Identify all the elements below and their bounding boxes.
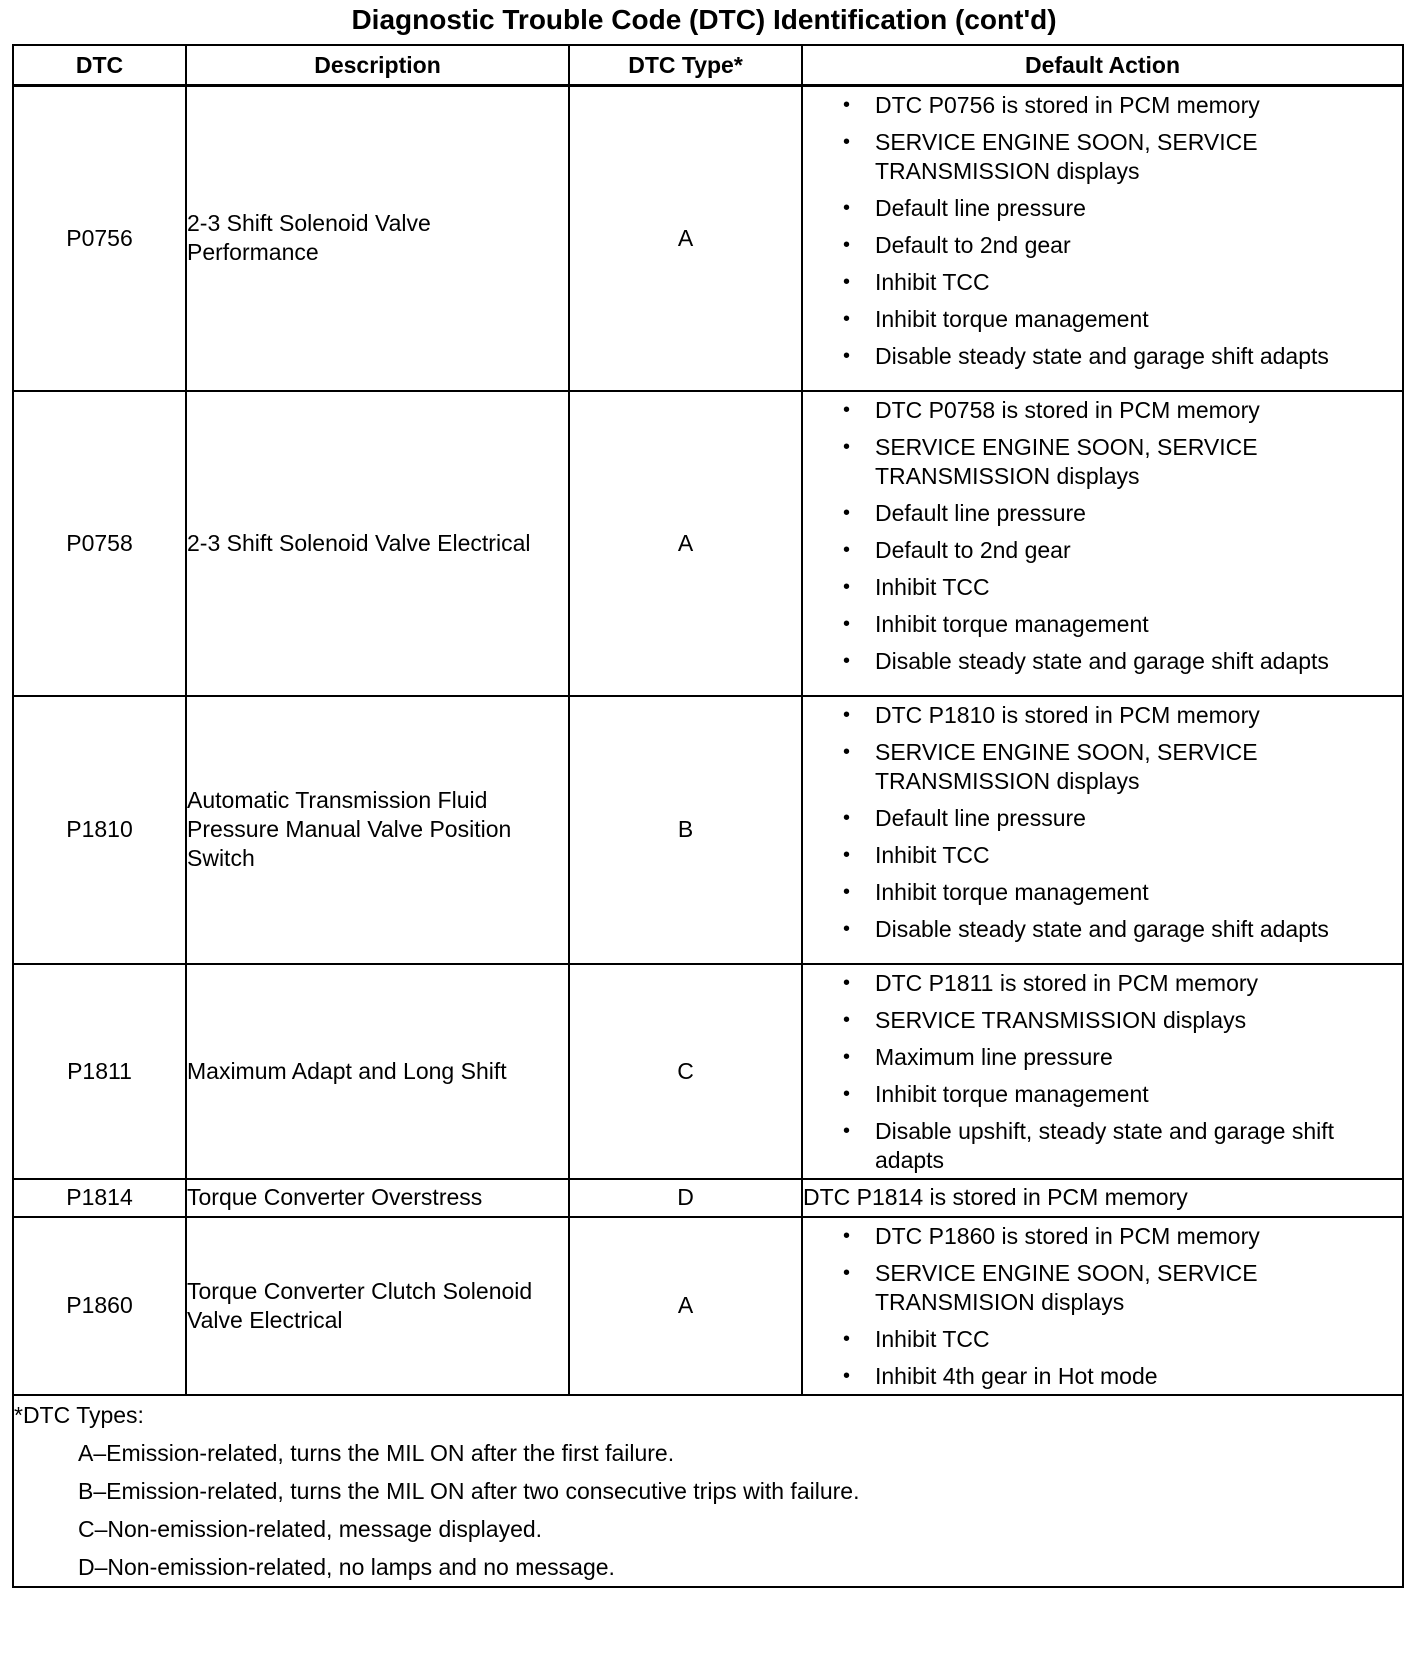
dtc-type: D: [569, 1179, 802, 1217]
dtc-type: A: [569, 1217, 802, 1395]
table-row: [13, 1179, 1403, 1217]
bullet-icon: •: [843, 917, 851, 940]
dtc-description: Torque Converter Clutch Solenoid Valve Electrical: [186, 1217, 569, 1395]
dtc-code: P1811: [13, 964, 186, 1179]
dtc-description: Torque Converter Overstress: [186, 1179, 569, 1217]
action-item: • Disable steady state and garage shift adapts: [843, 647, 1329, 674]
action-item: • Inhibit torque management: [843, 306, 1149, 332]
notes-row: [13, 1395, 1403, 1587]
dtc-type: B: [569, 696, 802, 964]
bullet-icon: •: [843, 1008, 851, 1031]
bullet-icon: •: [843, 1327, 851, 1350]
action-list: [803, 965, 1402, 1178]
bullet-icon: •: [843, 538, 851, 561]
note-item: D–Non-emission-related, no lamps and no message.: [78, 1553, 615, 1580]
bullet-icon: •: [843, 1261, 851, 1284]
action-list: [803, 1218, 1402, 1394]
bullet-icon: •: [843, 131, 851, 153]
table-row: [13, 86, 1403, 391]
action-item: • Inhibit TCC: [843, 269, 990, 295]
action-item: • Default line pressure: [843, 195, 1086, 221]
bullet-icon: •: [843, 234, 851, 256]
dtc-description: Automatic Transmission Fluid Pressure Manual Valve Position Switch: [186, 696, 569, 964]
table-row: [13, 1217, 1403, 1395]
bullet-icon: •: [843, 435, 851, 458]
action-list: [803, 392, 1402, 679]
bullet-icon: •: [843, 1224, 851, 1247]
bullet-icon: •: [843, 575, 851, 598]
bullet-icon: •: [843, 971, 851, 994]
action-item: • SERVICE ENGINE SOON, SERVICE TRANSMISSION displays: [843, 129, 1258, 184]
dtc-code: P0756: [13, 86, 186, 391]
dtc-types-notes: [13, 1395, 1403, 1587]
action-item: • DTC P0756 is stored in PCM memory: [843, 92, 1260, 118]
bullet-icon: •: [843, 501, 851, 524]
action-list: [803, 87, 1402, 374]
bullet-icon: •: [843, 94, 851, 116]
bullet-icon: •: [843, 740, 851, 763]
action-item: • Default line pressure: [843, 499, 1086, 526]
bullet-icon: •: [843, 703, 851, 726]
action-item: • Inhibit torque management: [843, 610, 1149, 637]
note-item: A–Emission-related, turns the MIL ON after the first failure.: [78, 1439, 675, 1466]
action-item: • Default to 2nd gear: [843, 536, 1071, 563]
bullet-icon: •: [843, 649, 851, 672]
bullet-icon: •: [843, 345, 851, 367]
page-title: Diagnostic Trouble Code (DTC) Identification (cont'd): [351, 4, 1057, 35]
action-item: • Disable upshift, steady state and garage shift adapts: [843, 1117, 1335, 1173]
action-item: • Inhibit torque management: [843, 878, 1149, 905]
header-description: Description: [186, 45, 569, 86]
notes-list: [14, 1434, 1402, 1586]
bullet-icon: •: [843, 271, 851, 293]
header-default-action: Default Action: [802, 45, 1403, 86]
bullet-icon: •: [843, 1119, 851, 1142]
dtc-description: 2-3 Shift Solenoid Valve Electrical: [186, 391, 569, 696]
action-list: [803, 697, 1402, 947]
action-item: • Inhibit torque management: [843, 1080, 1149, 1107]
action-item: • Inhibit TCC: [843, 573, 990, 600]
bullet-icon: •: [843, 612, 851, 635]
action-item: • Disable steady state and garage shift adapts: [843, 915, 1329, 942]
action-item: • DTC P1810 is stored in PCM memory: [843, 701, 1260, 728]
action-item: • Inhibit 4th gear in Hot mode: [843, 1362, 1158, 1389]
bullet-icon: •: [843, 806, 851, 829]
bullet-icon: •: [843, 1045, 851, 1068]
table-header-row: [13, 45, 1403, 86]
dtc-type: A: [569, 86, 802, 391]
action-item: • Default line pressure: [843, 804, 1086, 831]
default-action-cell: [802, 391, 1403, 696]
dtc-code: P0758: [13, 391, 186, 696]
header-dtc-type: DTC Type*: [569, 45, 802, 86]
note-item: C–Non-emission-related, message displayed.: [78, 1515, 543, 1542]
action-item: • SERVICE ENGINE SOON, SERVICE TRANSMISSION displays: [843, 433, 1258, 489]
default-action-cell: [802, 964, 1403, 1179]
note-item: B–Emission-related, turns the MIL ON after two consecutive trips with failure.: [78, 1477, 860, 1504]
default-action-cell: [802, 86, 1403, 391]
dtc-type: C: [569, 964, 802, 1179]
default-action-cell: DTC P1814 is stored in PCM memory: [802, 1179, 1403, 1217]
bullet-icon: •: [843, 398, 851, 421]
dtc-type: A: [569, 391, 802, 696]
action-item: • Disable steady state and garage shift adapts: [843, 343, 1329, 369]
bullet-icon: •: [843, 880, 851, 903]
action-item: • Maximum line pressure: [843, 1043, 1113, 1070]
action-item: • DTC P1811 is stored in PCM memory: [843, 969, 1259, 996]
action-item: • SERVICE TRANSMISSION displays: [843, 1006, 1247, 1033]
dtc-table: [12, 44, 1404, 1588]
bullet-icon: •: [843, 843, 851, 866]
action-item: • Inhibit TCC: [843, 841, 990, 868]
action-item: • Inhibit TCC: [843, 1325, 990, 1352]
bullet-icon: •: [843, 1364, 851, 1387]
default-action-cell: [802, 696, 1403, 964]
bullet-icon: •: [843, 308, 851, 330]
dtc-code: P1810: [13, 696, 186, 964]
bullet-icon: •: [843, 197, 851, 219]
table-row: [13, 964, 1403, 1179]
table-row: [13, 391, 1403, 696]
dtc-code: P1860: [13, 1217, 186, 1395]
dtc-code: P1814: [13, 1179, 186, 1217]
dtc-description: Maximum Adapt and Long Shift: [186, 964, 569, 1179]
bullet-icon: •: [843, 1082, 851, 1105]
action-item: • SERVICE ENGINE SOON, SERVICE TRANSMISSION displays: [843, 738, 1258, 794]
default-action-cell: [802, 1217, 1403, 1395]
action-item: • Default to 2nd gear: [843, 232, 1071, 258]
action-item: • DTC P0758 is stored in PCM memory: [843, 396, 1260, 423]
table-row: [13, 696, 1403, 964]
dtc-description: 2-3 Shift Solenoid Valve Performance: [186, 86, 569, 391]
action-item: • SERVICE ENGINE SOON, SERVICE TRANSMISION displays: [843, 1259, 1258, 1315]
header-dtc: DTC: [13, 45, 186, 86]
notes-heading: *DTC Types:: [14, 1401, 144, 1428]
action-item: • DTC P1860 is stored in PCM memory: [843, 1222, 1260, 1249]
